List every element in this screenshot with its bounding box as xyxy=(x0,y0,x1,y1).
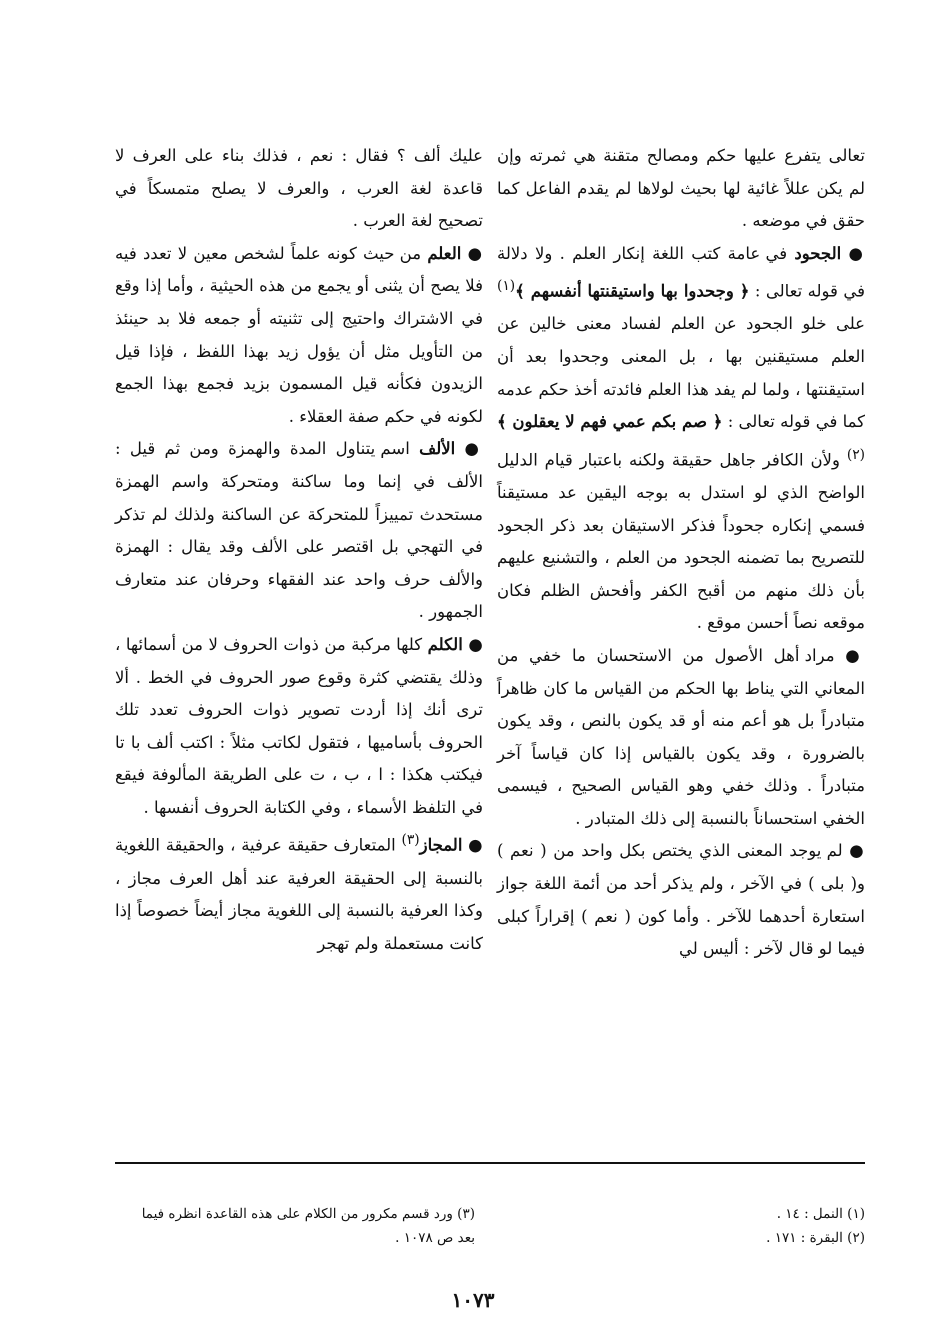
footnote-1: (١) النمل : ١٤ . xyxy=(776,1206,865,1222)
footnotes-left xyxy=(115,1202,475,1250)
paragraph-kalim xyxy=(115,629,483,825)
paragraph-naam-bala xyxy=(497,835,865,965)
paragraph-text: لم يوجد المعنى الذي يختص بكل واحد من ( نعم ) و( بلى ) في الآخر ، ولم يذكر أحد من أئمة اللغة جواز استعارة أحدهما للآخر . وأما كون ( نعم ) إقراراً كبلى فيما لو قال لآخر : أليس لي xyxy=(497,841,865,959)
quran-verse: ﴿ وجحدوا بها واستيقنتها أنفسهم ﴾ xyxy=(515,281,750,301)
paragraph-text: اسم يتناول المدة والهمزة ومن ثم قيل : الألف في إنما وما ساكنة ومتحركة واسم الهمزة مستحدث تمييزاً للمتحركة عن الساكنة ولذلك لم تذكر في التهجي بل اقتصر على الألف وقد يقال : الهمزة والألف حرف واحد عند الفقهاء وحرفان عند متعارف الجمهور . xyxy=(115,439,483,622)
entry-term: المجاز xyxy=(419,835,463,855)
entry-term: الجحود xyxy=(794,243,842,263)
bullet-icon: ● xyxy=(845,645,865,665)
paragraph-text: تعالى يتفرع عليها حكم ومصالح متقنة هي ثمرته وإن لم يكن عللاً غائية لها بحيث لولاها لم يقدم الفاعل كما حقق في موضعه . xyxy=(497,146,865,231)
paragraph-text: المتعارف حقيقة عرفية ، والحقيقة اللغوية بالنسبة إلى الحقيقة العرفية عند أهل العرف مجاز ، وكذا العرفية بالنسبة إلى اللغوية مجاز أيضاً خصوصاً إذا كانت مستعملة ولم تهجر xyxy=(115,835,483,953)
entry-term: الكلم xyxy=(427,634,463,654)
footnote-ref: (٣) xyxy=(401,832,420,849)
bullet-icon: ● xyxy=(464,439,483,459)
paragraph-istihsan xyxy=(497,640,865,836)
paragraph-alam xyxy=(115,238,483,434)
paragraph-text: كلها مركبة من ذوات الحروف لا من أسمائها ، وذلك يقتضي كثرة وقوع صور الحروف في الخط . ألا ترى أنك إذا أردت تصوير ذوات الحروف تعدد تلك الحروف بأساميها ، فتقول لكاتب مثلاً : اكتب ألف با تا فيكتب هكذا : ا ، ب ، ت على الطريقة المألوفة فيقع في التلفظ الأسماء ، وفي الكتابة الحروف أنفسها . xyxy=(115,634,483,817)
quran-verse: ﴿ صم بكم عمي فهم لا يعقلون ﴾ xyxy=(497,412,723,432)
footnote-ref: (١) xyxy=(497,278,516,295)
paragraph-text: عليك ألف ؟ فقال : نعم ، فذلك بناء على العرف لا قاعدة لغة العرب ، والعرف لا يصلح متمسكاً في تصحيح لغة العرب . xyxy=(115,146,483,231)
bullet-icon: ● xyxy=(468,634,484,654)
bullet-icon: ● xyxy=(849,841,865,861)
paragraph-jahud xyxy=(497,238,865,640)
bullet-icon: ● xyxy=(467,243,483,263)
paragraph-continuation xyxy=(115,140,483,238)
entry-term: الألف xyxy=(419,439,456,459)
bullet-icon: ● xyxy=(468,835,483,855)
paragraph-text: على خلو الجحود عن العلم لفساد معنى خالين عن العلم مستيقنين بها ، بل المعنى وجحدوا بعد أن استيقنتها ، ولما لم يفد هذا العلم فائدته أخذ حكم عدمه كما في قوله تعالى : xyxy=(497,314,866,432)
footnote-divider xyxy=(115,1162,865,1164)
paragraph-majaz xyxy=(115,824,483,960)
paragraph-text: من حيث كونه علماً لشخص معين لا تعدد فيه فلا يصح أن يثنى أو يجمع من هذه الحيثية ، وأما إذا وقع في الاشتراك واحتيج إلى تثنيته أو جمعه فلا بد حينئذ من التأويل مثل أن يؤول زيد بهذا اللفظ ، فإذا قيل الزيدون فكأنه قيل المسمون بزيد فجمع بهذا الجمع لكونه في حكم صفة العقلاء . xyxy=(115,243,483,426)
right-column xyxy=(497,140,865,966)
paragraph-continuation xyxy=(497,140,865,238)
footnote-ref: (٢) xyxy=(846,446,865,463)
footnotes-right xyxy=(600,1202,865,1250)
bullet-icon: ● xyxy=(848,243,865,263)
entry-term: العلم xyxy=(427,243,462,263)
paragraph-alif xyxy=(115,433,483,629)
footnote-3: (٣) ورد قسم مكرور من الكلام على هذه القاعدة انظره فيما xyxy=(141,1206,475,1222)
left-column xyxy=(115,140,483,960)
footnote-2: (٢) البقرة : ١٧١ . xyxy=(766,1230,865,1246)
paragraph-text: مراد أهل الأصول من الاستحسان ما خفي من المعاني التي يناط بها الحكم من القياس ما كان ظاهراً متبادراً بل هو أعم منه أو قد يكون بالنص ، وقد يكون بالضرورة ، وقد يكون بالقياس إذا كان قياساً آخر متبادراً . وذلك خفي وهو القياس الصحيح ، فيسمى الخفي استحساناً بالنسبة إلى ذلك المتبادر . xyxy=(497,645,865,828)
page-number: ١٠٧٣ xyxy=(451,1288,495,1312)
footnote-3-continued: بعد ص ١٠٧٨ . xyxy=(395,1230,475,1246)
paragraph-text: ولأن الكافر جاهل حقيقة ولكنه باعتبار قيام الدليل الواضح الذي لو استدل به بوجه اليقين عد مستيقناً فسمي إنكاره جحوداً فذكر الاستيقان بعد ذكر الجحود للتصريح بما تضمنه الجحود من العلم ، والتشنيع عليهم بأن ذلك منهم من أقبح الكفر وأفحش الظلم فكان موقعه نصاً أحسن موقع . xyxy=(497,450,865,633)
paragraph-text: في عامة كتب اللغة إنكار العلم . ولا دلالة في قوله تعالى : xyxy=(497,243,866,301)
